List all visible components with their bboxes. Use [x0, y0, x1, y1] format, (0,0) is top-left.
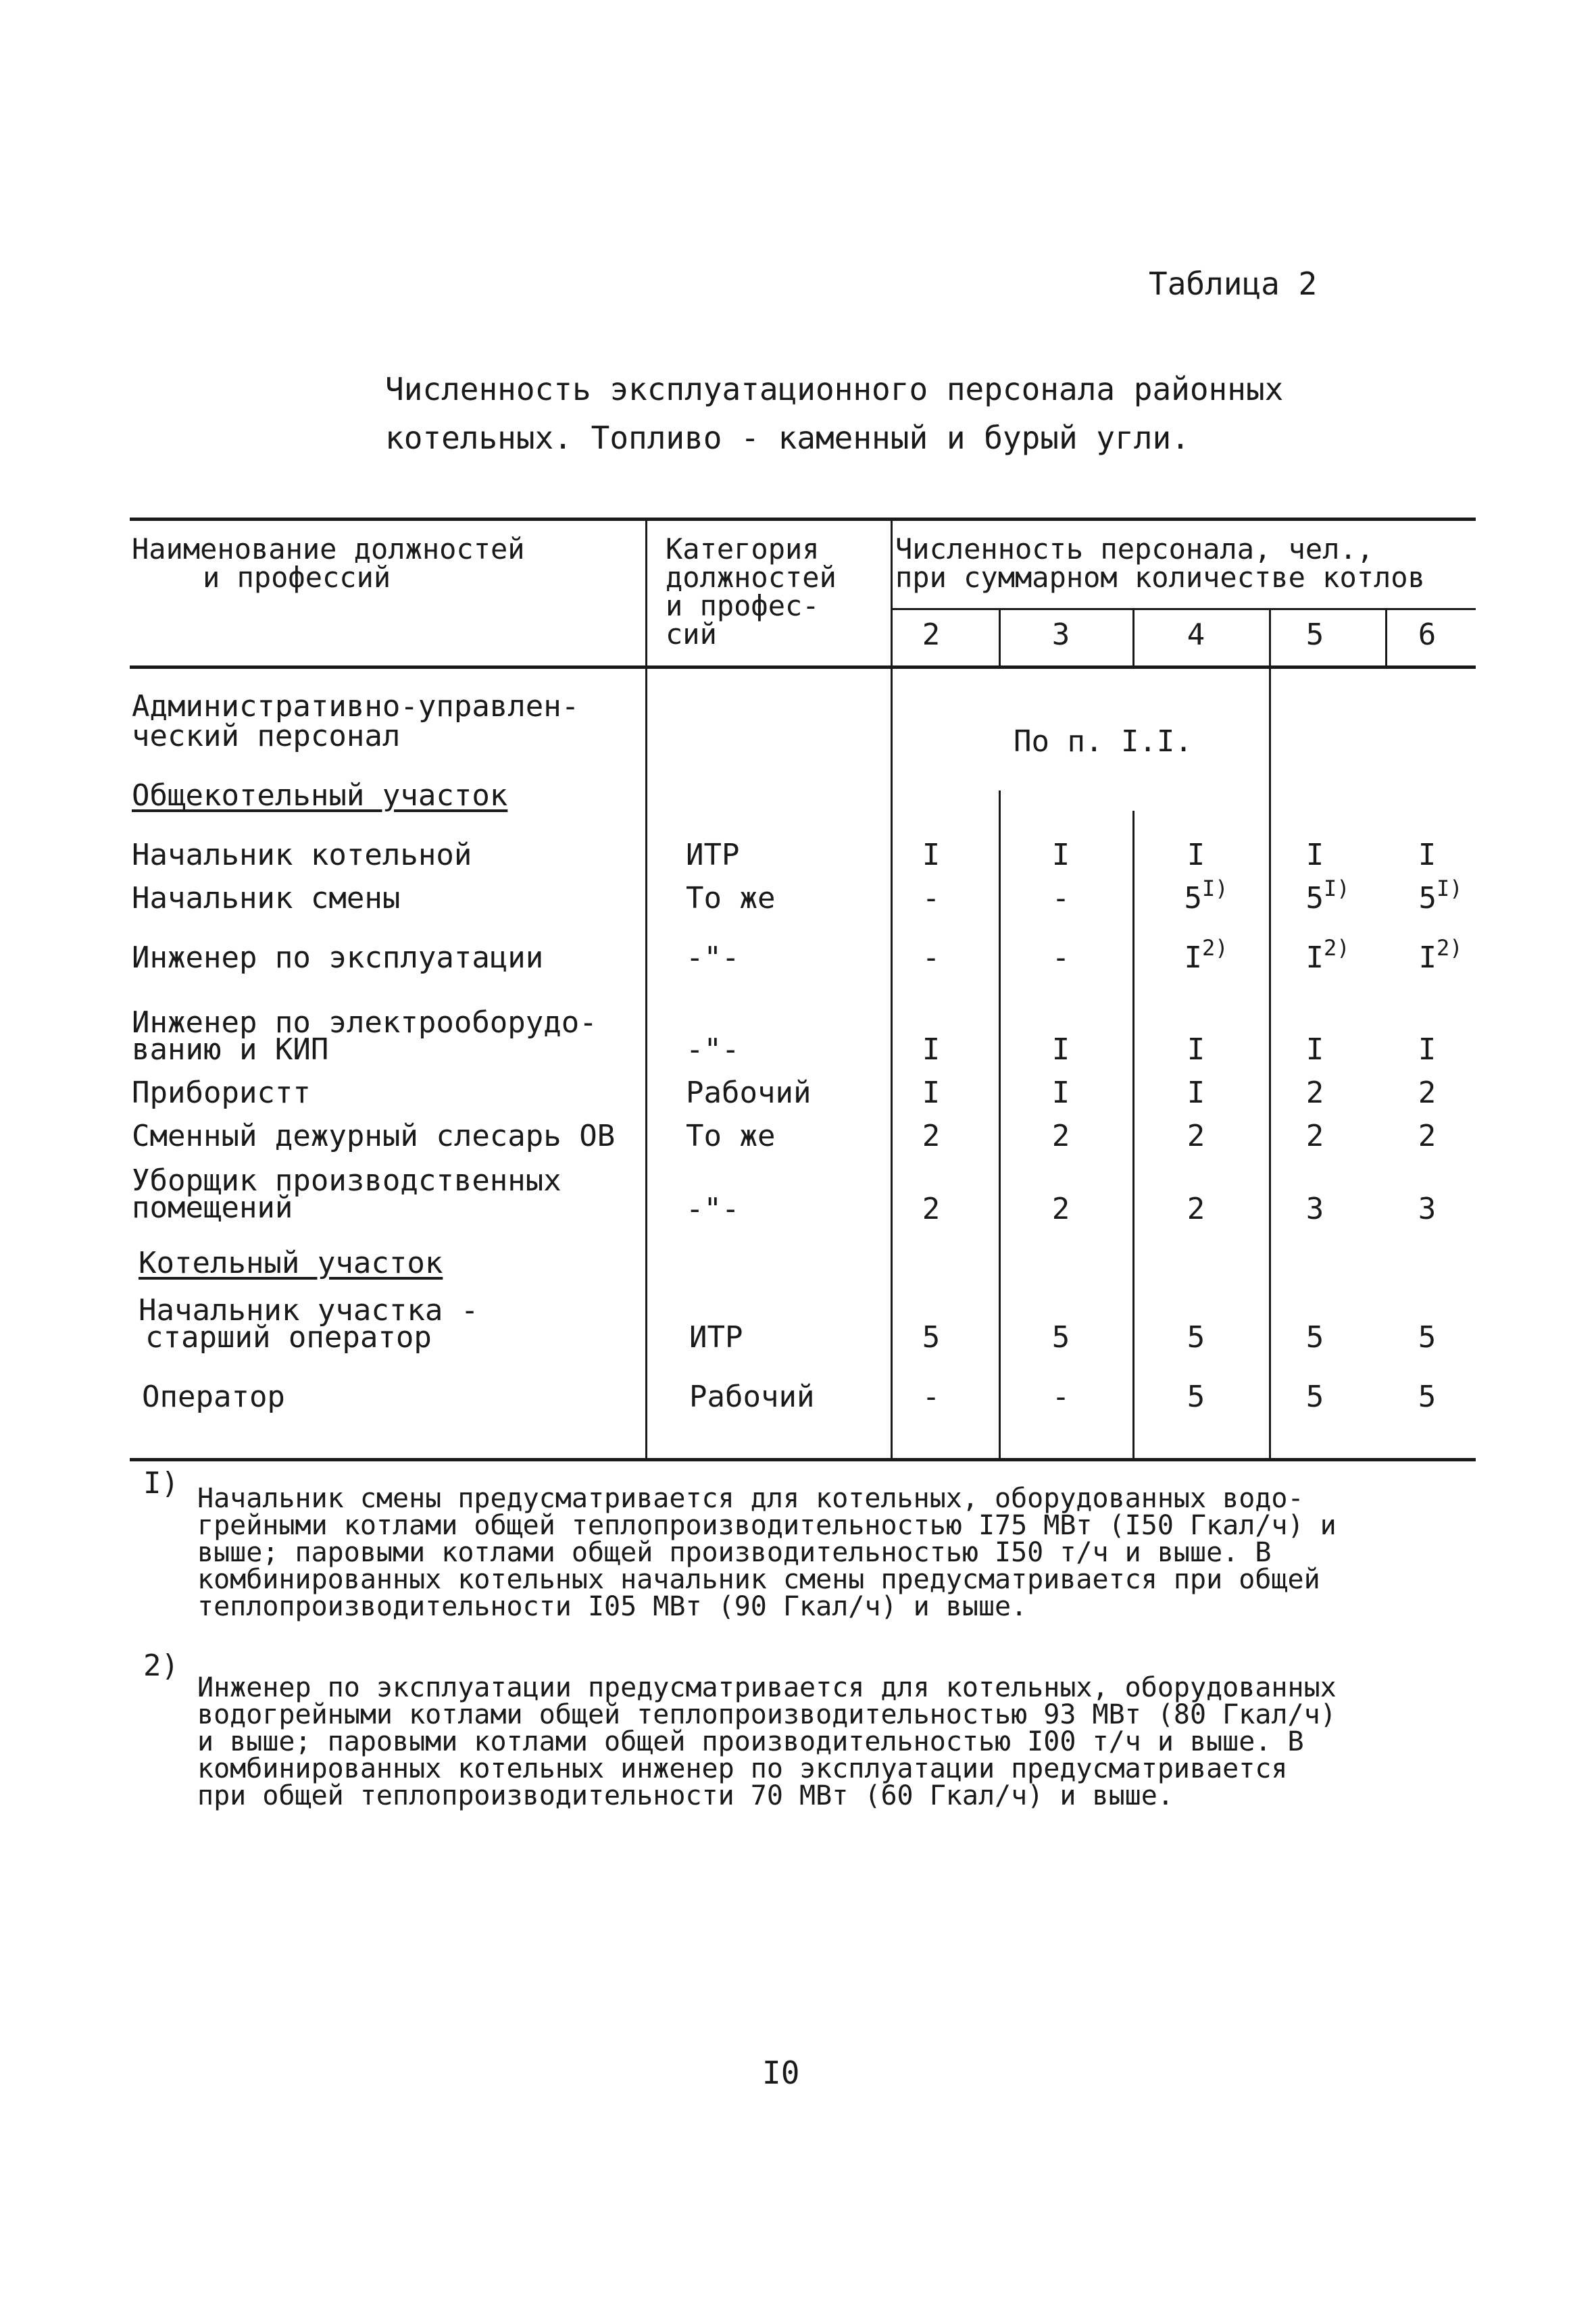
- row-shift-v3: -: [1051, 881, 1070, 915]
- caption-line-2: котельных. Топливо - каменный и бурый угли.: [385, 420, 1190, 456]
- page-number: I0: [762, 2055, 800, 2091]
- row-cleaner-v3: 2: [1051, 1192, 1070, 1226]
- header-boiler-2: 2: [922, 618, 941, 652]
- header-boiler-5: 5: [1305, 618, 1324, 652]
- row-operator-name: Оператор: [142, 1380, 285, 1414]
- footnote-1-mark: I): [143, 1466, 179, 1501]
- footnote-ref: I): [1201, 876, 1228, 901]
- header-col-category-line1: Категория: [666, 532, 820, 565]
- footnote-2-line5: при общей теплопроизводительности 70 МВт (60 Гкал/ч) и выше.: [197, 1780, 1174, 1811]
- row-operator-category: Рабочий: [689, 1380, 815, 1414]
- section-general-boiler: Общекотельный участок: [132, 778, 508, 813]
- row-mechanic-category: То же: [686, 1119, 776, 1153]
- footnote-ref: 2): [1436, 935, 1463, 961]
- row-operator-v6: 5: [1418, 1380, 1437, 1414]
- row-area-chief-name-line1: Начальник участка -: [139, 1293, 479, 1328]
- row-ops-engineer-v5: $I^{2)}$: [1305, 935, 1350, 975]
- row-area-chief-category: ИТР: [689, 1320, 743, 1355]
- caption-line-1: Численность эксплуатационного персонала районных: [385, 371, 1284, 407]
- footnote-2-line1: Инженер по эксплуатации предусматривается для котельных, оборудованных: [197, 1672, 1337, 1703]
- row-chief-v2: I: [922, 838, 941, 872]
- row-mechanic-v2: 2: [922, 1119, 941, 1153]
- col-separator-1: [645, 520, 647, 1458]
- footnote-1-line4: комбинированных котельных начальник смены предусматривается при общей: [197, 1564, 1320, 1595]
- col-separator-5: [1269, 608, 1271, 1458]
- row-elec-engineer-v3: I: [1051, 1032, 1070, 1067]
- row-ops-engineer-v4: $I^{2)}$: [1184, 935, 1228, 975]
- header-boiler-3: 3: [1051, 618, 1070, 652]
- header-col-category-line4: сий: [666, 618, 717, 651]
- col-separator-4b: [1132, 811, 1134, 1458]
- row-cleaner-name-line2: помещений: [132, 1190, 293, 1225]
- row-operator-v5: 5: [1305, 1380, 1324, 1414]
- row-shift-v2: -: [922, 881, 941, 915]
- footnote-ref: I): [1323, 876, 1350, 901]
- table-label: Таблица 2: [1149, 266, 1318, 302]
- header-col-category-line3: и профес-: [666, 589, 820, 622]
- footnote-2-line2: водогрейными котлами общей теплопроизводительностью 93 МВт (80 Гкал/ч): [197, 1699, 1337, 1730]
- footnote-ref: 2): [1201, 935, 1228, 961]
- row-cleaner-category: -"-: [686, 1192, 740, 1226]
- footnote-2-mark: 2): [143, 1649, 179, 1683]
- row-chief-v6: I: [1418, 838, 1437, 872]
- row-shift-v5: $5^{I)}$: [1305, 876, 1350, 915]
- row-ops-engineer-v3: -: [1051, 940, 1070, 975]
- row-instrument-v3: I: [1051, 1076, 1070, 1110]
- table-top-rule: [130, 518, 1476, 521]
- header-col-name-line2: и профессий: [203, 561, 391, 594]
- col-separator-4: [1132, 608, 1134, 669]
- row-ops-engineer-name: Инженер по эксплуатации: [132, 940, 544, 975]
- row-chief-category: ИТР: [686, 838, 740, 872]
- header-col-count-line2: при суммарном количестве котлов: [895, 561, 1425, 594]
- row-cleaner-v2: 2: [922, 1192, 941, 1226]
- row-operator-v3: -: [1051, 1380, 1070, 1414]
- row-elec-engineer-v2: I: [922, 1032, 941, 1067]
- row-instrument-v2: I: [922, 1076, 941, 1110]
- row-ops-engineer-v2: -: [922, 940, 941, 975]
- footnote-ref: 2): [1323, 935, 1350, 961]
- footnote-2-line3: и выше; паровыми котлами общей производительностью I00 т/ч и выше. В: [197, 1726, 1304, 1757]
- row-area-chief-v6: 5: [1418, 1320, 1437, 1355]
- header-bottom-rule: [130, 665, 1476, 669]
- row-area-chief-v3: 5: [1051, 1320, 1070, 1355]
- row-shift-v6: $5^{I)}$: [1418, 876, 1463, 915]
- row-elec-engineer-v5: I: [1305, 1032, 1324, 1067]
- col-separator-3: [999, 608, 1001, 669]
- row-instrument-v4: I: [1187, 1076, 1205, 1110]
- col-separator-3b: [999, 790, 1001, 1458]
- row-operator-v4: 5: [1187, 1380, 1205, 1414]
- footnote-1-line5: теплопроизводительности I05 МВт (90 Гкал/ч) и выше.: [197, 1591, 1028, 1622]
- row-ops-engineer-v6: $I^{2)}$: [1418, 935, 1463, 975]
- subheader-rule: [891, 608, 1476, 610]
- row-instrument-v6: 2: [1418, 1076, 1437, 1110]
- row-area-chief-name-line2: старший оператор: [145, 1320, 432, 1355]
- section-boiler-area: Котельный участок: [139, 1246, 443, 1280]
- row-mechanic-name: Сменный дежурный слесарь ОВ: [132, 1119, 616, 1153]
- row-area-chief-v4: 5: [1187, 1320, 1205, 1355]
- header-boiler-4: 4: [1187, 618, 1205, 652]
- row-instrument-name: Прибористт: [132, 1076, 311, 1110]
- row-chief-name: Начальник котельной: [132, 838, 472, 872]
- header-col-count-line1: Численность персонала, чел.,: [895, 532, 1374, 565]
- row-area-chief-v5: 5: [1305, 1320, 1324, 1355]
- row-shift-name: Начальник смены: [132, 881, 401, 915]
- col-separator-6: [1385, 608, 1387, 669]
- row-elec-engineer-name-line1: Инженер по электрооборудо-: [132, 1005, 597, 1040]
- row-elec-engineer-v6: I: [1418, 1032, 1437, 1067]
- header-col-category-line2: должностей: [666, 561, 837, 594]
- row-admin-name-line2: ческий персонал: [132, 719, 401, 753]
- row-instrument-v5: 2: [1305, 1076, 1324, 1110]
- footnote-1-line1: Начальник смены предусматривается для котельных, оборудованных водо-: [197, 1483, 1304, 1514]
- row-admin-name-line1: Административно-управлен-: [132, 689, 580, 724]
- col-separator-2: [891, 520, 893, 1458]
- row-cleaner-v5: 3: [1305, 1192, 1324, 1226]
- header-boiler-6: 6: [1418, 618, 1437, 652]
- row-cleaner-name-line1: Уборщик производственных: [132, 1163, 562, 1198]
- row-area-chief-v2: 5: [922, 1320, 941, 1355]
- row-chief-v3: I: [1051, 838, 1070, 872]
- row-elec-engineer-category: -"-: [686, 1032, 740, 1067]
- row-chief-v5: I: [1305, 838, 1324, 872]
- footnote-2-line4: комбинированных котельных инженер по эксплуатации предусматривается: [197, 1753, 1288, 1784]
- row-shift-category: То же: [686, 881, 776, 915]
- footnote-1-line3: выше; паровыми котлами общей производительностью I50 т/ч и выше. В: [197, 1537, 1272, 1568]
- row-mechanic-v3: 2: [1051, 1119, 1070, 1153]
- row-elec-engineer-v4: I: [1187, 1032, 1205, 1067]
- row-cleaner-v6: 3: [1418, 1192, 1437, 1226]
- table-bottom-rule: [130, 1458, 1476, 1461]
- row-cleaner-v4: 2: [1187, 1192, 1205, 1226]
- row-instrument-category: Рабочий: [686, 1076, 812, 1110]
- row-chief-v4: I: [1187, 838, 1205, 872]
- footnote-ref: I): [1436, 876, 1463, 901]
- row-shift-v4: $5^{I)}$: [1184, 876, 1228, 915]
- row-mechanic-v6: 2: [1418, 1119, 1437, 1153]
- row-ops-engineer-category: -"-: [686, 940, 740, 975]
- row-mechanic-v4: 2: [1187, 1119, 1205, 1153]
- footnote-1-line2: грейными котлами общей теплопроизводительностью I75 МВт (I50 Гкал/ч) и: [197, 1510, 1337, 1541]
- row-mechanic-v5: 2: [1305, 1119, 1324, 1153]
- row-operator-v2: -: [922, 1380, 941, 1414]
- row-elec-engineer-name-line2: ванию и КИП: [132, 1032, 329, 1067]
- header-col-name-line1: Наименование должностей: [132, 532, 525, 565]
- row-admin-merged: По п. I.I.: [1014, 724, 1193, 759]
